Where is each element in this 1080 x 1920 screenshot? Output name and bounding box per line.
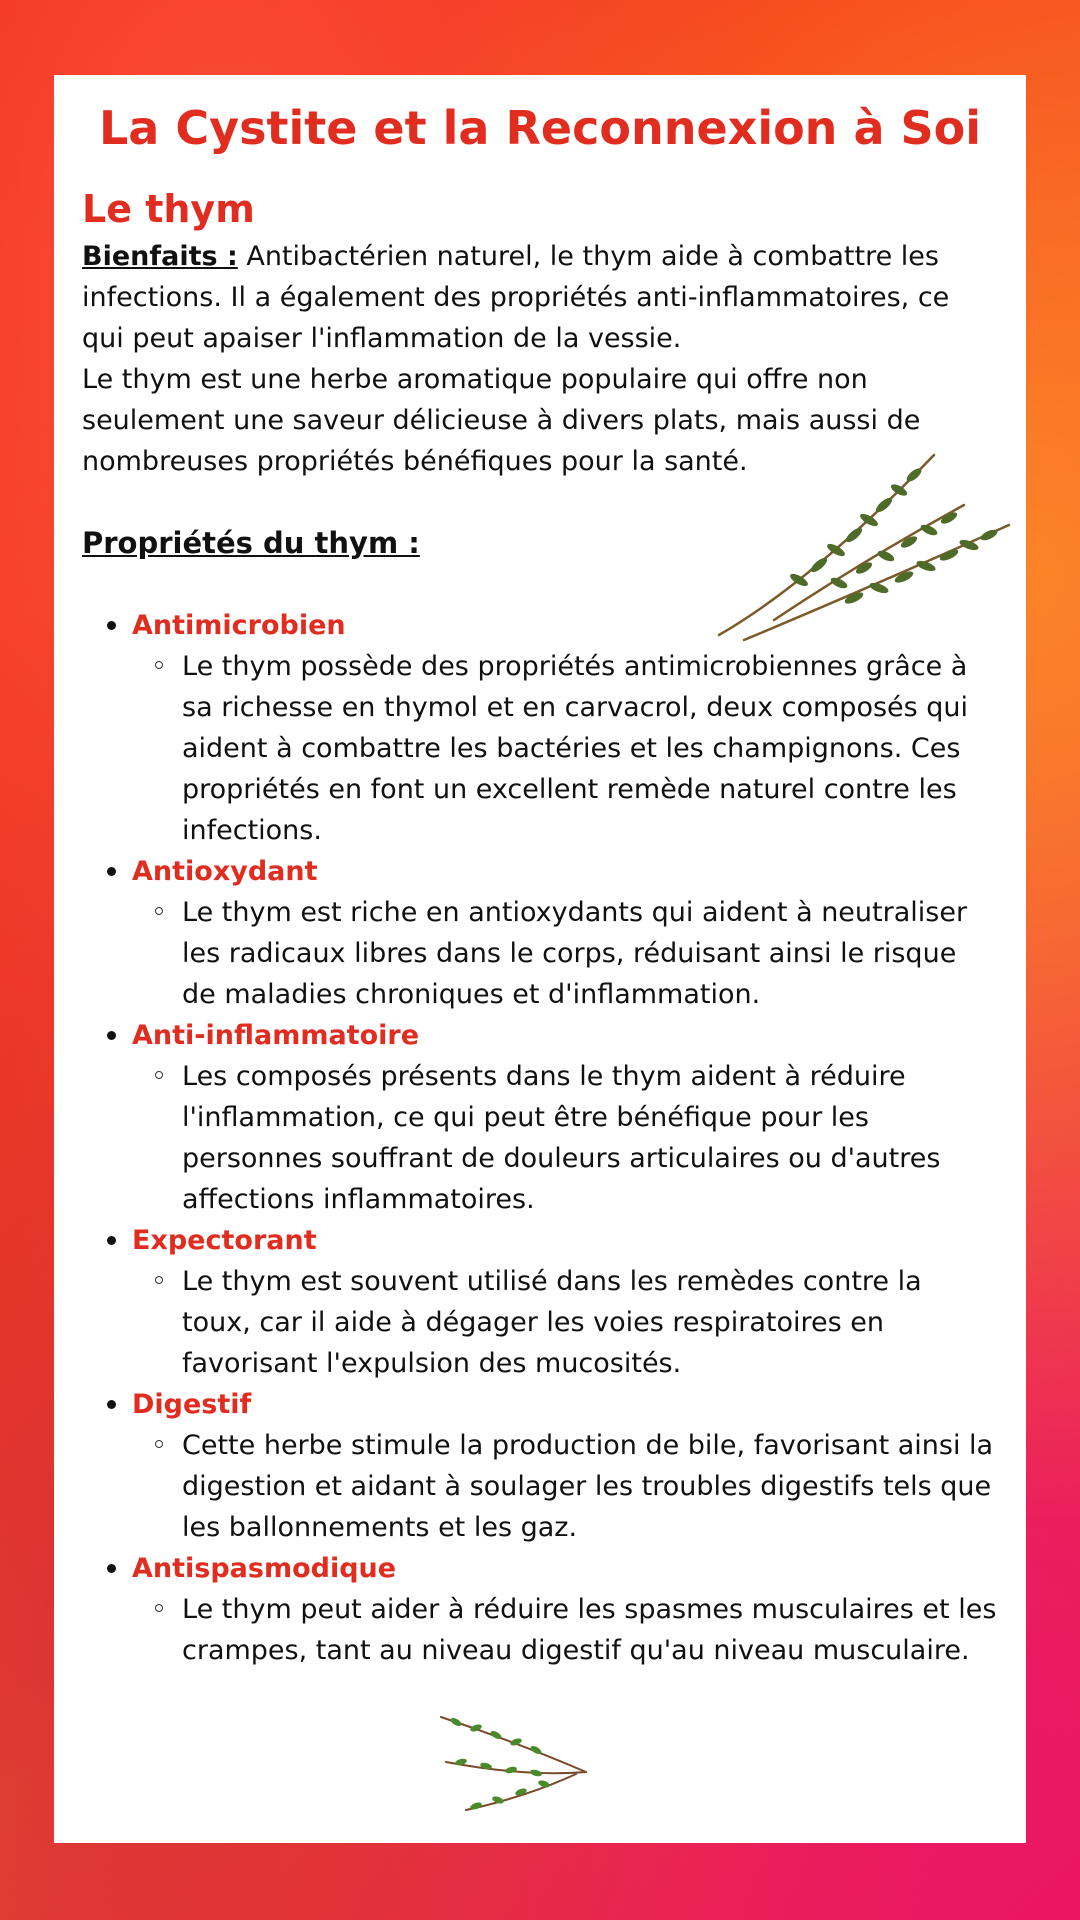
benefits-text: Antibactérien naturel, le thym aide à combattre les infections. Il a également des propriétés anti-inflammatoires, ce qui peut apaiser l'inflammation de la vessie. [82,240,950,354]
intro-paragraph: Le thym est une herbe aromatique populaire qui offre non seulement une saveur délicieuse à divers plats, mais aussi de nombreuses propriétés bénéfiques pour la santé. [82,363,921,477]
circle-bullet-icon [155,1276,163,1284]
benefits-label: Bienfaits : [82,240,238,272]
property-description-text: Le thym possède des propriétés antimicrobiennes grâce à sa richesse en thymol et en carvacrol, deux composés qui aident à combattre les bactéries et les champignons. Ces propriétés en font un excellent remède naturel contre les infections. [182,650,969,846]
circle-bullet-icon [155,1440,163,1448]
property-name: Anti-inflammatoire [132,1019,420,1051]
content-card [54,75,1026,1843]
property-description [132,1261,998,1384]
benefits-paragraph [82,236,998,359]
property-description-text: Le thym peut aider à réduire les spasmes musculaires et les crampes, tant au niveau digestif qu'au niveau musculaire. [182,1593,997,1666]
property-description-text: Cette herbe stimule la production de bile, favorisant ainsi la digestion et aidant à soulager les troubles digestifs tels que les ballonnements et les gaz. [182,1429,994,1543]
circle-bullet-icon [155,907,163,915]
list-item [82,1015,998,1220]
list-item [82,1220,998,1384]
property-name: Expectorant [132,1224,317,1256]
thyme-sprigs-icon [714,450,1014,650]
bullet-icon [107,1031,116,1040]
list-item [82,1384,998,1548]
circle-bullet-icon [155,1604,163,1612]
property-description [132,646,998,851]
property-description [132,1425,998,1548]
bullet-icon [107,867,116,876]
property-description [132,1056,998,1220]
properties-heading: Propriétés du thym : [82,525,420,560]
list-item [82,1548,998,1671]
property-name: Antispasmodique [132,1552,397,1584]
property-description [132,1589,998,1671]
bullet-icon [107,1236,116,1245]
section-heading: Le thym [82,187,255,232]
property-name: Antioxydant [132,855,318,887]
bullet-icon [107,1564,116,1573]
property-name: Antimicrobien [132,609,346,641]
bullet-icon [107,621,116,630]
properties-list [82,605,998,1671]
list-item [82,851,998,1015]
circle-bullet-icon [155,1071,163,1079]
property-description [132,892,998,1015]
property-name: Digestif [132,1388,252,1420]
circle-bullet-icon [155,661,163,669]
property-description-text: Le thym est riche en antioxydants qui aident à neutraliser les radicaux libres dans le corps, réduisant ainsi le risque de maladies chroniques et d'inflammation. [182,896,968,1010]
bullet-icon [107,1400,116,1409]
property-description-text: Le thym est souvent utilisé dans les remèdes contre la toux, car il aide à dégager les voies respiratoires en favorisant l'expulsion des mucosités. [182,1265,922,1379]
page-title: La Cystite et la Reconnexion à Soi [98,101,982,155]
thyme-sprig-icon [426,1702,596,1817]
property-description-text: Les composés présents dans le thym aident à réduire l'inflammation, ce qui peut être bénéfique pour les personnes souffrant de douleurs articulaires ou d'autres affections inflammatoires. [182,1060,941,1215]
